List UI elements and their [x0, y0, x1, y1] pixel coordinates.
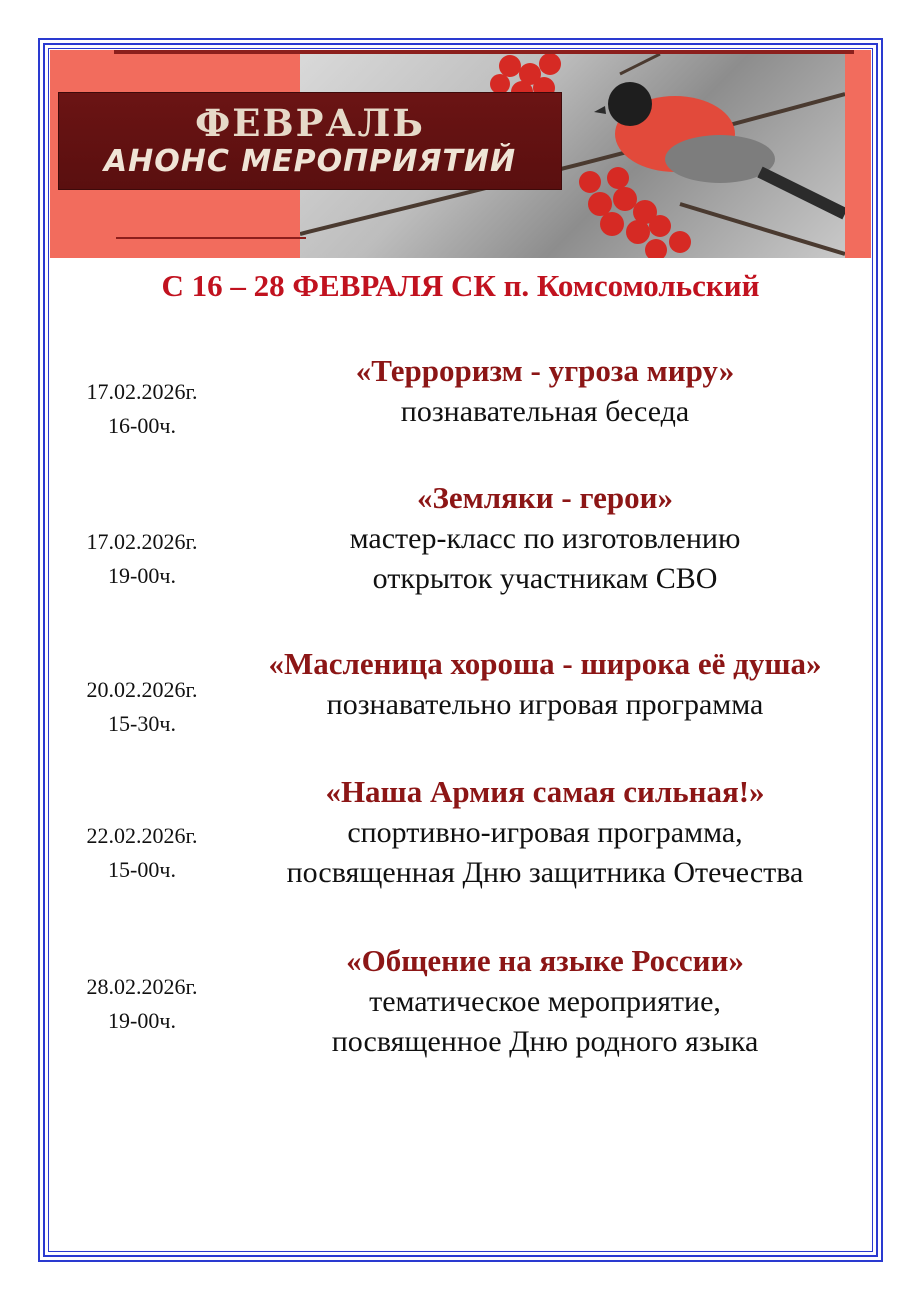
event-datetime	[50, 375, 234, 443]
event-body	[216, 643, 874, 725]
event-title: «Масленица хороша - широка её душа»	[268, 646, 822, 681]
banner-bottom-line	[116, 237, 306, 239]
event-body	[216, 350, 874, 432]
event-time: 15-00ч.	[108, 857, 176, 882]
event-body	[216, 771, 874, 893]
event-title: «Земляки - герои»	[417, 480, 673, 515]
event-date: 17.02.2026г.	[86, 529, 198, 554]
banner-subtitle: АНОНС МЕРОПРИЯТИЙ	[103, 144, 517, 179]
event-datetime	[50, 525, 234, 593]
event-description: посвященная Дню защитника Отечества	[286, 856, 804, 889]
event-date: 20.02.2026г.	[86, 677, 198, 702]
event-title: «Наша Армия самая сильная!»	[325, 774, 765, 809]
event-datetime	[50, 970, 234, 1038]
banner-title-box	[58, 92, 562, 190]
event-description: спортивно-игровая программа,	[347, 816, 743, 849]
event-body	[216, 477, 874, 599]
event-description: познавательно игровая программа	[326, 688, 764, 721]
event-date: 28.02.2026г.	[86, 974, 198, 999]
event-description: познавательная беседа	[400, 395, 690, 428]
event-description: открыток участникам СВО	[372, 562, 718, 595]
banner-title: ФЕВРАЛЬ	[195, 101, 425, 145]
event-date: 17.02.2026г.	[86, 379, 198, 404]
event-time: 19-00ч.	[108, 1008, 176, 1033]
event-time: 15-30ч.	[108, 711, 176, 736]
event-description: посвященное Дню родного языка	[331, 1025, 759, 1058]
event-description: тематическое мероприятие,	[369, 985, 721, 1018]
event-datetime	[50, 673, 234, 741]
event-datetime	[50, 819, 234, 887]
event-title: «Общение на языке России»	[346, 943, 744, 978]
event-title: «Терроризм - угроза миру»	[355, 353, 735, 388]
event-date: 22.02.2026г.	[86, 823, 198, 848]
event-body	[216, 940, 874, 1062]
header-banner	[50, 50, 871, 258]
page-headline: С 16 – 28 ФЕВРАЛЯ СК п. Комсомольский	[161, 268, 760, 303]
event-time: 19-00ч.	[108, 563, 176, 588]
event-description: мастер-класс по изготовлению	[349, 522, 741, 555]
event-time: 16-00ч.	[108, 413, 176, 438]
